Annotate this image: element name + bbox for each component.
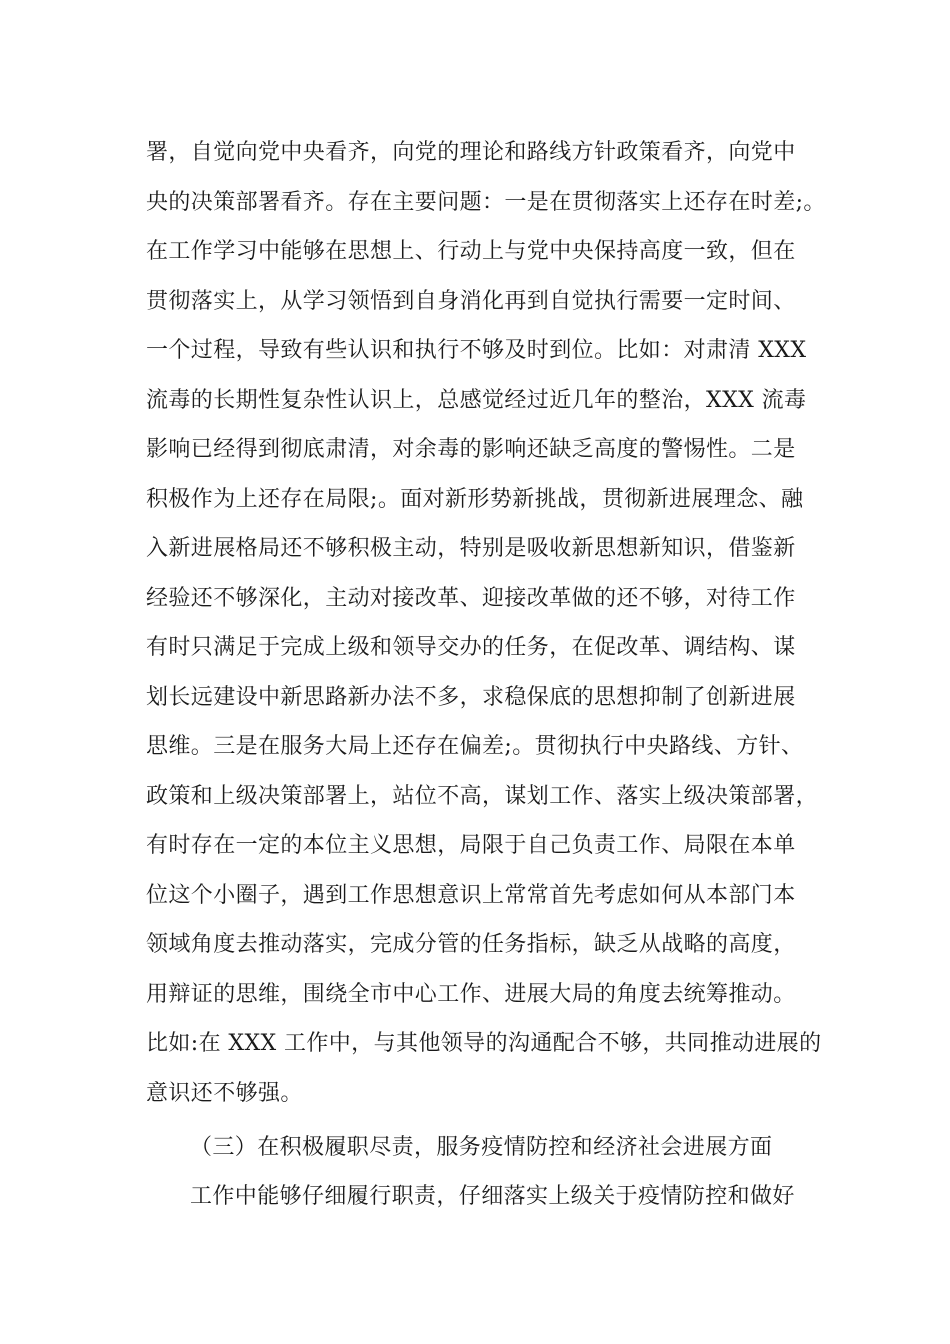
text-line: 思维。三是在服务大局上还存在偏差;。贯彻执行中央路线、方针、: [146, 734, 804, 759]
text-line: 有时只满足于完成上级和领导交办的任务，在促改革、调结构、谋: [146, 635, 796, 660]
text-line: 意识还不够强。: [146, 1080, 303, 1106]
text-line: 入新进展格局还不够积极主动，特别是吸收新思想新知识，借鉴新: [146, 536, 796, 561]
text-line: 政策和上级决策部署上，站位不高，谋划工作、落实上级决策部署，: [146, 783, 819, 809]
text-line: 流毒的长期性复杂性认识上，总感觉经过近几年的整治，XXX 流毒: [146, 387, 807, 413]
section-heading: （三）在积极履职尽责，服务疫情防控和经济社会进展方面: [190, 1135, 773, 1160]
text-line: 经验还不够深化，主动对接改革、迎接改革做的还不够，对待工作: [146, 585, 796, 611]
paragraph-1: [146, 128, 826, 1118]
text-line: 有时存在一定的本位主义思想，局限于自己负责工作、局限在本单: [146, 833, 796, 858]
text-line: 划长远建设中新思路新办法不多，求稳保底的思想抑制了创新进展: [146, 684, 796, 710]
text-line: 位这个小圈子，遇到工作思想意识上常常首先考虑如何从本部门本: [146, 882, 796, 908]
text-line: 贯彻落实上，从学习领悟到自身消化再到自觉执行需要一定时间、: [146, 288, 796, 314]
text-line: 积极作为上还存在局限;。面对新形势新挑战，贯彻新进展理念、融: [146, 486, 804, 512]
text-line: 在工作学习中能够在思想上、行动上与党中央保持高度一致，但在: [146, 239, 796, 264]
text-line: 署，自觉向党中央看齐，向党的理论和路线方针政策看齐，向党中: [146, 140, 796, 165]
text-line: 领域角度去推动落实，完成分管的任务指标，缺乏从战略的高度，: [146, 932, 796, 957]
text-line: 用辩证的思维，围绕全市中心工作、进展大局的角度去统筹推动。: [146, 981, 796, 1007]
text-line: 影响已经得到彻底肃清，对余毒的影响还缺乏高度的警惕性。二是: [146, 437, 796, 462]
paragraph-2-first-line: 工作中能够仔细履行职责，仔细落实上级关于疫情防控和做好: [190, 1184, 795, 1209]
text-line: 央的决策部署看齐。存在主要问题：一是在贯彻落实上还存在时差;。: [146, 189, 826, 215]
text-line: 比如:在 XXX 工作中，与其他领导的沟通配合不够，共同推动进展的: [146, 1031, 822, 1056]
text-line: 一个过程，导致有些认识和执行不够及时到位。比如：对肃清 XXX: [146, 338, 807, 363]
